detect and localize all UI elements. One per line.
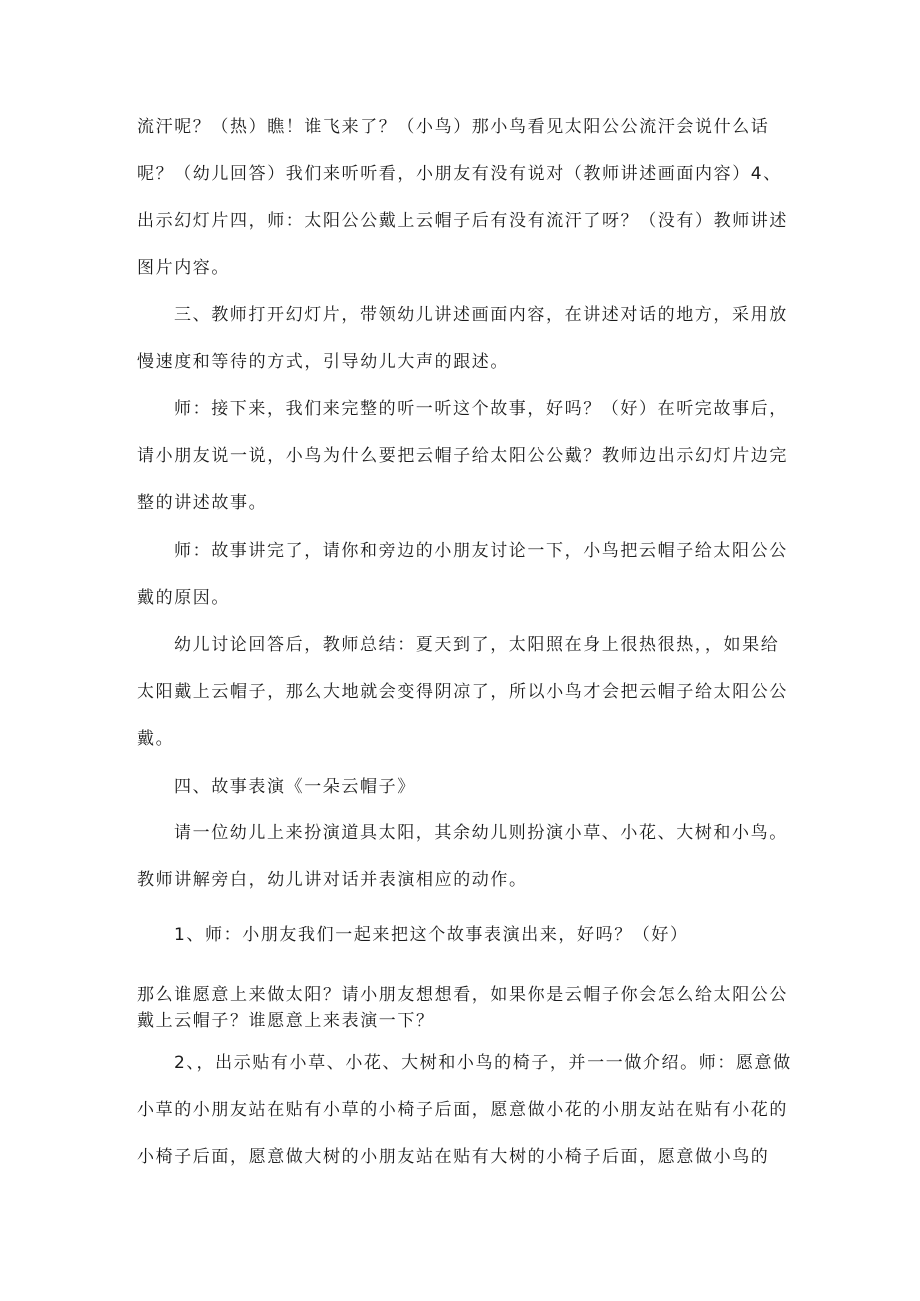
paragraph-4 (137, 528, 797, 622)
paragraph-1 (137, 104, 797, 292)
paragraph-text: 流汗呢？（热）瞧！谁飞来了？（小鸟）那小鸟看见太阳公公流汗会说什么话呢？（幼儿回答）我们来听听看，小朋友有没有说对（教师讲述画面内容）4、出示幻灯片四，师：太阳公公戴上云帽子后有没有流汗了呀？（没有）教师讲述图片内容。 (137, 117, 788, 278)
paragraph-3 (137, 386, 797, 527)
paragraph-text: 2、，出示贴有小草、小花、大树和小鸟的椅子，并一一做介绍。师：愿意做小草的小朋友站在贴有小草的小椅子后面，愿意做小花的小朋友站在贴有小花的小椅子后面，愿意做大树的小朋友站在贴有大树的小椅子后面，愿意做小鸟的 (137, 1053, 792, 1167)
paragraph-10 (137, 1040, 797, 1181)
paragraph-6 (137, 764, 797, 811)
paragraph-text: 请一位幼儿上来扮演道具太阳，其余幼儿则扮演小草、小花、大树和小鸟。教师讲解旁白，幼儿讲对话并表演相应的动作。 (137, 823, 788, 890)
paragraph-text: 幼儿讨论回答后，教师总结：夏天到了，太阳照在身上很热很热，，如果给太阳戴上云帽子，那么大地就会变得阴凉了，所以小鸟才会把云帽子给太阳公公戴。 (137, 635, 788, 749)
paragraph-2 (137, 292, 797, 386)
paragraph-5 (137, 622, 797, 763)
paragraph-8 (137, 922, 797, 948)
paragraph-text: 师：故事讲完了，请你和旁边的小朋友讨论一下，小鸟把云帽子给太阳公公戴的原因。 (137, 541, 788, 608)
paragraph-7 (137, 810, 797, 904)
paragraph-text: 三、教师打开幻灯片，带领幼儿讲述画面内容，在讲述对话的地方，采用放慢速度和等待的方式，引导幼儿大声的跟述。 (137, 305, 788, 372)
paragraph-text: 1、师：小朋友我们一起来把这个故事表演出来，好吗？（好） (174, 925, 689, 945)
paragraph-text: 那么谁愿意上来做太阳？请小朋友想想看，如果你是云帽子你会怎么给太阳公公戴上云帽子？谁愿意上来表演一下？ (137, 985, 788, 1031)
section-heading: 四、故事表演《一朵云帽子》 (174, 777, 416, 797)
paragraph-9 (137, 982, 797, 1034)
paragraph-text: 师：接下来，我们来完整的听一听这个故事，好吗？（好）在听完故事后，请小朋友说一说，小鸟为什么要把云帽子给太阳公公戴？教师边出示幻灯片边完整的讲述故事。 (137, 399, 788, 513)
